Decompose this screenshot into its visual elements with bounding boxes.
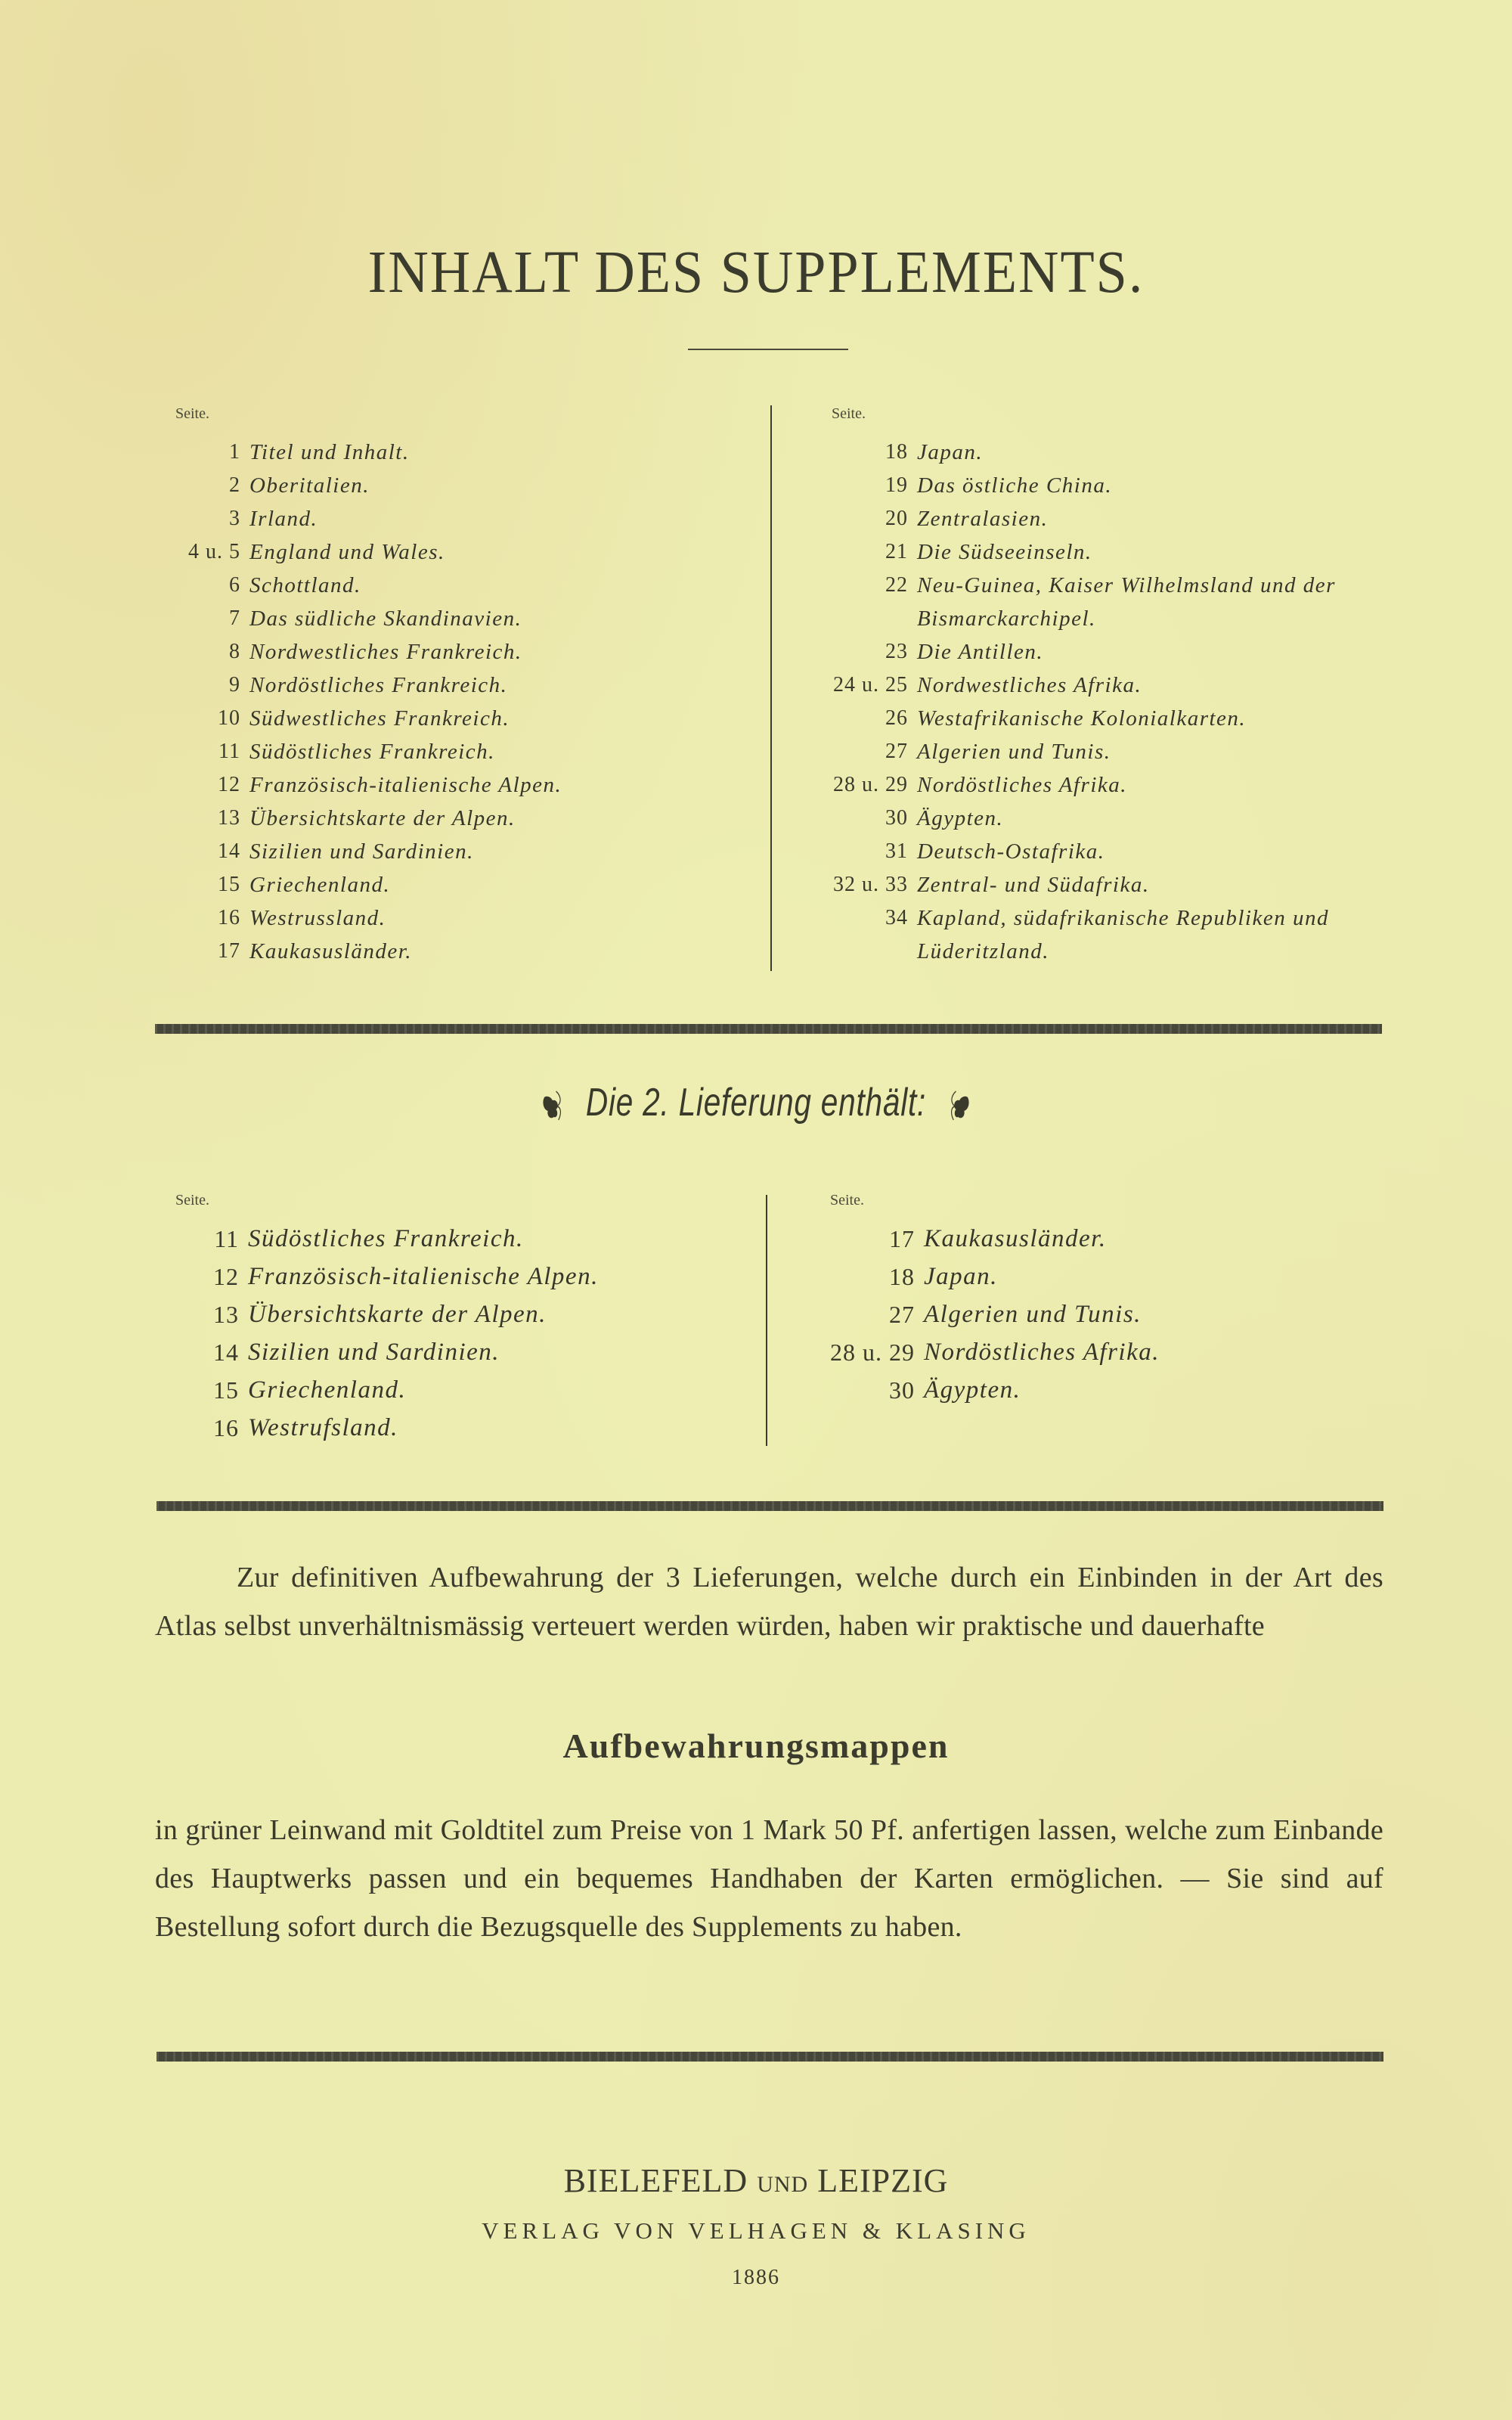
page-number: 16 <box>213 1414 239 1441</box>
lieferung-heading <box>166 1080 1346 1125</box>
list-item <box>213 1295 732 1333</box>
entry-title: Südöstliches Frankreich. <box>249 740 495 764</box>
list-item <box>218 901 733 935</box>
list-item <box>218 835 733 868</box>
imprint-city-1: BIELEFELD <box>563 2162 748 2199</box>
entry-title: Zentral- und Südafrika. <box>917 873 1150 897</box>
list-item <box>830 1333 1377 1371</box>
entry-title: Neu-Guinea, Kaiser Wilhelmsland und der Bismarckarchipel. <box>917 573 1336 631</box>
page-number: 7 <box>229 607 240 630</box>
list-item <box>188 535 733 569</box>
entry-title: Deutsch-Ostafrika. <box>917 839 1105 864</box>
page-number: 23 <box>885 640 908 663</box>
page-number: 18 <box>889 1263 915 1290</box>
page-number: 12 <box>213 1263 239 1290</box>
entry-title: Titel und Inhalt. <box>249 440 410 464</box>
page-number: 19 <box>885 473 908 497</box>
list-item <box>885 735 1393 768</box>
list-item <box>218 802 733 835</box>
entry-title: Nordwestliches Afrika. <box>917 673 1142 697</box>
list-item <box>885 702 1393 735</box>
entry-title: Französisch-italienische Alpen. <box>248 1263 599 1290</box>
fleuron-icon <box>943 1087 971 1123</box>
entry-title: Sizilien und Sardinien. <box>249 839 474 864</box>
list-item <box>229 569 733 602</box>
list-item <box>889 1258 1377 1295</box>
page-number: 15 <box>218 873 240 896</box>
list-item <box>833 768 1393 802</box>
list-item <box>214 1220 732 1258</box>
page-number: 30 <box>885 806 908 830</box>
list-item <box>885 835 1393 868</box>
list-item <box>885 901 1393 968</box>
imprint-city-2: LEIPZIG <box>817 2162 949 2199</box>
entry-title: Nordöstliches Frankreich. <box>249 673 508 697</box>
list-item <box>218 935 733 968</box>
entry-title: Die Südseeinseln. <box>917 540 1092 564</box>
list-item <box>229 469 733 502</box>
entry-title: Ägypten. <box>924 1376 1021 1404</box>
list-item <box>885 635 1393 669</box>
lieferung-left-list <box>213 1220 732 1447</box>
list-item <box>885 569 1393 635</box>
entry-title: England und Wales. <box>249 540 445 564</box>
entry-title: Nordwestliches Frankreich. <box>249 640 522 664</box>
horizontal-rule <box>155 1024 1382 1034</box>
entry-title: Japan. <box>924 1263 998 1290</box>
page-number: 4 u. 5 <box>188 540 240 563</box>
page-number: 16 <box>218 906 240 929</box>
contents-right-list <box>833 436 1393 968</box>
page-number: 17 <box>218 939 240 963</box>
page-number: 31 <box>885 839 908 863</box>
entry-title: Südöstliches Frankreich. <box>248 1225 524 1252</box>
page-number: 27 <box>889 1301 915 1328</box>
page-number: 15 <box>213 1376 239 1404</box>
entry-title: Westafrikanische Kolonialkarten. <box>917 706 1247 731</box>
entry-title: Kaukasusländer. <box>924 1225 1107 1252</box>
list-item <box>213 1258 732 1295</box>
horizontal-rule <box>156 2052 1383 2062</box>
list-item <box>229 436 733 469</box>
list-item <box>833 868 1393 901</box>
title-underline <box>688 349 848 350</box>
entry-title: Japan. <box>917 440 984 464</box>
page-number: 13 <box>213 1301 239 1328</box>
page-number: 27 <box>885 740 908 763</box>
list-item <box>229 635 733 669</box>
list-item <box>218 768 733 802</box>
notice-body: in grüner Leinwand mit Goldtitel zum Preise von 1 Mark 50 Pf. anfertigen lassen, welche zum Einbande des Hauptwerks passen und ein bequemes Handhaben der Karten ermöglichen. — Sie sind auf Bestellung sofort durch die Bezugsquelle des Supplements zu haben. <box>155 1814 1383 1943</box>
list-item <box>833 669 1393 702</box>
imprint-year: 1886 <box>732 2266 780 2289</box>
page-number: 21 <box>885 540 908 563</box>
page-number: 32 u. 33 <box>833 873 908 896</box>
entry-title: Westrussland. <box>249 906 386 930</box>
seite-label-lieferung-right: Seite. <box>830 1192 864 1208</box>
page-number: 20 <box>885 507 908 530</box>
page-number: 11 <box>218 740 240 763</box>
entry-title: Übersichtskarte der Alpen. <box>248 1301 547 1328</box>
notice-intro: Zur definitiven Aufbewahrung der 3 Lieferungen, welche durch ein Einbinden in der Art des Atlas selbst unverhältnismässig verteuert werden würden, haben wir praktische und dauerhafte <box>155 1562 1383 1642</box>
entry-title: Sizilien und Sardinien. <box>248 1339 500 1366</box>
entry-title: Das östliche China. <box>917 473 1113 498</box>
list-item <box>229 669 733 702</box>
list-item <box>885 802 1393 835</box>
entry-title: Übersichtskarte der Alpen. <box>249 806 516 830</box>
page-number: 6 <box>229 573 240 597</box>
page-number: 9 <box>229 673 240 697</box>
list-item <box>885 469 1393 502</box>
lieferung-heading-text: Die 2. Lieferung enthält: <box>585 1081 927 1125</box>
page-number: 24 u. 25 <box>833 673 908 697</box>
entry-title: Oberitalien. <box>249 473 370 498</box>
entry-title: Griechenland. <box>248 1376 407 1404</box>
entry-title: Algerien und Tunis. <box>917 740 1111 764</box>
page-number: 26 <box>885 706 908 730</box>
seite-label-left: Seite. <box>175 405 209 422</box>
list-item <box>889 1220 1377 1258</box>
list-item <box>885 436 1393 469</box>
list-item <box>213 1333 732 1371</box>
list-item <box>229 602 733 635</box>
page-number: 11 <box>214 1225 239 1252</box>
list-item <box>889 1295 1377 1333</box>
list-item <box>889 1371 1377 1409</box>
horizontal-rule <box>156 1501 1383 1511</box>
notice-heading: Aufbewahrungsmappen <box>562 1727 950 1765</box>
contents-left-list <box>188 436 733 968</box>
list-item <box>218 868 733 901</box>
page-title: INHALT DES SUPPLEMENTS. <box>367 238 1145 306</box>
fleuron-icon <box>540 1087 568 1123</box>
page-number: 18 <box>885 440 908 464</box>
entry-title: Westrufsland. <box>248 1414 398 1441</box>
page-number: 1 <box>229 440 240 464</box>
page-number: 28 u. 29 <box>830 1339 915 1366</box>
entry-title: Irland. <box>249 507 318 531</box>
page-number: 22 <box>885 573 908 597</box>
page-number: 14 <box>218 839 240 863</box>
entry-title: Kaukasusländer. <box>249 939 413 963</box>
entry-title: Kapland, südafrikanische Republiken und Lüderitzland. <box>917 906 1329 963</box>
entry-title: Das südliche Skandinavien. <box>249 607 522 631</box>
list-item <box>213 1371 732 1409</box>
list-item <box>218 702 733 735</box>
entry-title: Ägypten. <box>917 806 1004 830</box>
page-number: 8 <box>229 640 240 663</box>
entry-title: Die Antillen. <box>917 640 1044 664</box>
column-divider <box>766 1195 767 1446</box>
page-number: 28 u. 29 <box>833 773 908 796</box>
entry-title: Südwestliches Frankreich. <box>249 706 510 731</box>
seite-label-right: Seite. <box>832 405 866 422</box>
lieferung-right-list <box>830 1220 1377 1409</box>
page-number: 34 <box>885 906 908 929</box>
list-item <box>885 502 1393 535</box>
page-number: 13 <box>218 806 240 830</box>
entry-title: Zentralasien. <box>917 507 1049 531</box>
entry-title: Französisch-italienische Alpen. <box>249 773 562 797</box>
seite-label-lieferung-left: Seite. <box>175 1192 209 1208</box>
list-item <box>218 735 733 768</box>
page-number: 30 <box>889 1376 915 1404</box>
entry-title: Schottland. <box>249 573 361 597</box>
page-number: 14 <box>213 1339 239 1366</box>
list-item <box>229 502 733 535</box>
entry-title: Griechenland. <box>249 873 391 897</box>
entry-title: Nordöstliches Afrika. <box>924 1339 1160 1366</box>
list-item <box>885 535 1393 569</box>
page-number: 3 <box>229 507 240 530</box>
column-divider <box>770 405 772 971</box>
imprint-publisher: VERLAG VON VELHAGEN & KLASING <box>482 2217 1030 2244</box>
imprint-und: UND <box>757 2172 809 2197</box>
list-item <box>213 1409 732 1447</box>
page-number: 2 <box>229 473 240 497</box>
page-number: 17 <box>889 1225 915 1252</box>
page-number: 12 <box>218 773 240 796</box>
entry-title: Nordöstliches Afrika. <box>917 773 1127 797</box>
imprint-cities <box>0 2161 1512 2200</box>
entry-title: Algerien und Tunis. <box>924 1301 1142 1328</box>
page-number: 10 <box>218 706 240 730</box>
